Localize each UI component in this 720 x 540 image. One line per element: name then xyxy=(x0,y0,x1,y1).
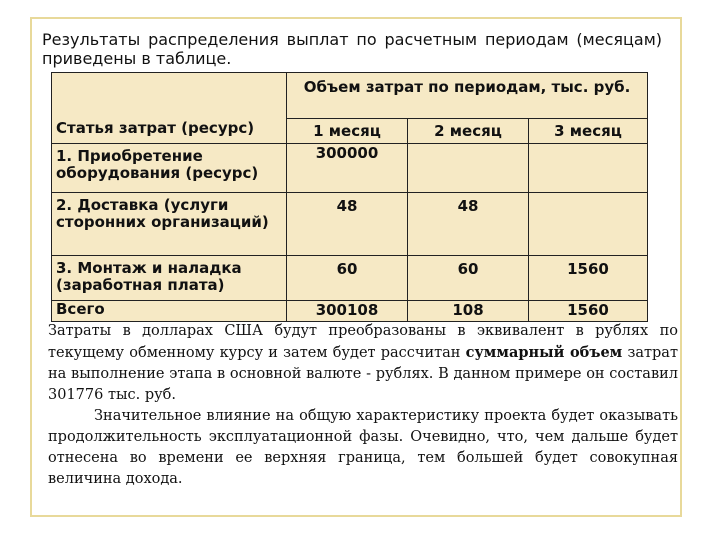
item-header: Статья затрат (ресурс) xyxy=(52,73,287,144)
row-value xyxy=(529,193,648,256)
table-row xyxy=(52,144,648,193)
period-header: Объем затрат по периодам, тыс. руб. xyxy=(287,73,648,119)
row-value: 1560 xyxy=(529,256,648,301)
month-header-3: 3 месяц xyxy=(529,119,648,144)
month-header-1: 1 месяц xyxy=(287,119,408,144)
intro-text: Результаты распределения выплат по расчетным периодам (месяцам) приведены в таблице. xyxy=(42,30,662,68)
row-value xyxy=(408,144,529,193)
table-total-row xyxy=(52,301,648,322)
row-label: 3. Монтаж и наладка (заработная плата) xyxy=(52,256,287,301)
total-value: 1560 xyxy=(529,301,648,322)
paragraph-1 xyxy=(48,321,678,406)
paragraph-2: Значительное влияние на общую характеристику проекта будет оказывать продолжительность эксплуатационной фазы. Очевидно, что, чем дальше будет отнесена во времени ее верхняя граница, тем большей будет совокупная величина дохода. xyxy=(48,408,678,487)
table-row xyxy=(52,256,648,301)
slide-frame-left xyxy=(30,17,32,517)
paragraph-1-text: Затраты в долларах США будут преобразованы в эквивалент в рублях по текущему обменному курсу и затем будет рассчитан xyxy=(48,323,678,361)
row-label: 2. Доставка (услуги сторонних организаций) xyxy=(52,193,287,256)
row-value: 48 xyxy=(287,193,408,256)
row-value: 60 xyxy=(287,256,408,301)
slide-frame-top xyxy=(30,17,680,19)
slide-frame-bottom xyxy=(30,515,682,517)
row-label: 1. Приобретение оборудования (ресурс) xyxy=(52,144,287,193)
paragraph-1-bold: суммарный объем xyxy=(465,344,623,361)
row-value xyxy=(529,144,648,193)
total-value: 300108 xyxy=(287,301,408,322)
paragraph-1-text-end: затрат на выполнение этапа в основной валюте - рублях. В данном примере он составил 301776 тыс. руб. xyxy=(48,345,678,403)
row-value: 300000 xyxy=(287,144,408,193)
total-value: 108 xyxy=(408,301,529,322)
cost-distribution-table xyxy=(51,72,648,322)
total-label: Всего xyxy=(52,301,287,322)
row-value: 48 xyxy=(408,193,529,256)
slide-frame-right xyxy=(680,17,682,517)
table-row xyxy=(52,193,648,256)
table-header-row xyxy=(52,73,648,119)
body-text xyxy=(48,321,678,490)
row-value: 60 xyxy=(408,256,529,301)
month-header-2: 2 месяц xyxy=(408,119,529,144)
